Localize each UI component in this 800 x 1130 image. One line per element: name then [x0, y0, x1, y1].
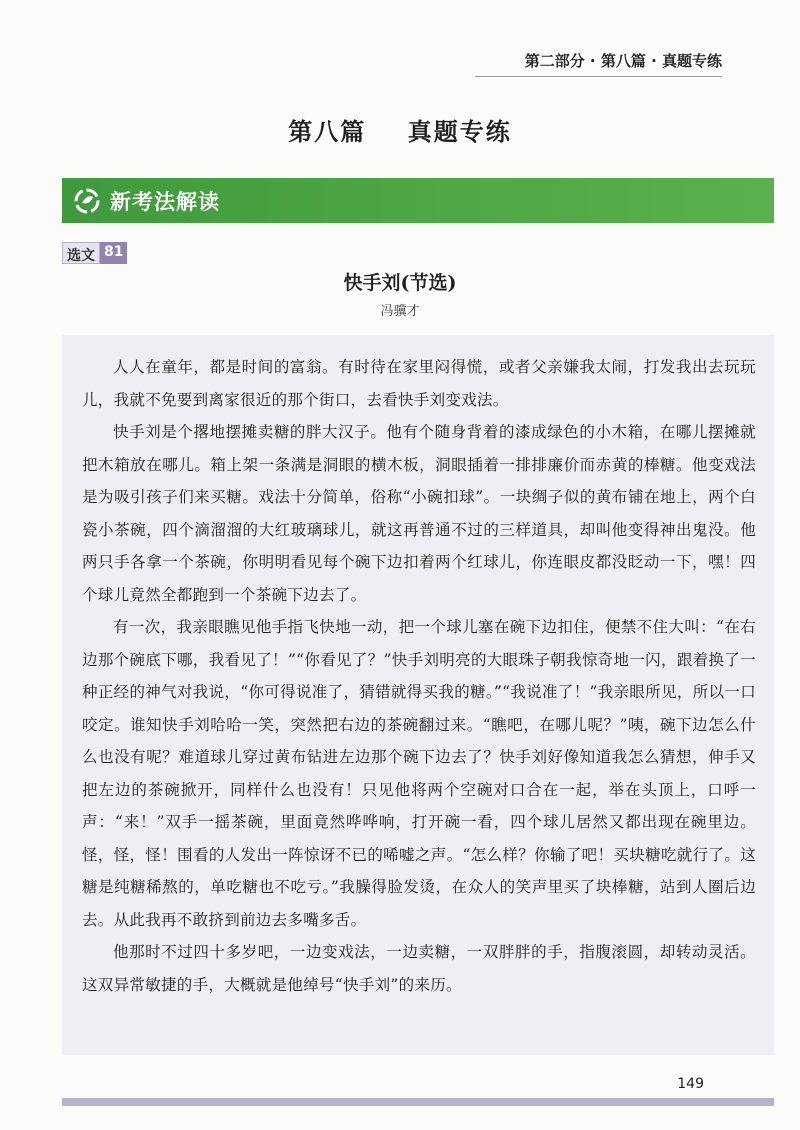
selection-number: 81: [100, 242, 127, 264]
article-author: 冯骥才: [380, 304, 420, 319]
selection-tag: [62, 242, 127, 264]
paragraph: 人人在童年，都是时间的富翁。有时待在家里闷得慌，或者父亲嫌我太闹，打发我出去玩玩儿，我就不免要到离家很近的那个街口，去看快手刘变戏法。: [82, 358, 756, 409]
running-header: 第二部分 · 第八篇 · 真题专练: [524, 52, 722, 70]
paragraph: 他那时不过四十多岁吧，一边变戏法，一边卖糖，一双胖胖的手，指腹滚圆，却转动灵活。这双异常敏捷的手，大概就是他绰号“快手刘”的来历。: [82, 943, 756, 994]
page-number: 149: [677, 1076, 704, 1092]
footer-bar: [62, 1098, 774, 1106]
paragraph: 有一次，我亲眼瞧见他手指飞快地一动，把一个球儿塞在碗下边扣住，便禁不住大叫：“在右边那个碗底下哪，我看见了！”“你看见了？”快手刘明亮的大眼珠子朝我惊奇地一闪，跟着换了一种正经的神气对我说，“你可得说准了，猜错就得买我的糖。”“我说准了！”我亲眼所见，所以一口咬定。谁知快手刘哈哈一笑，突然把右边的茶碗翻过来。“瞧吧，在哪儿呢？”咦，碗下边怎么什么也没有呢？难道球儿穿过黄布钻进左边那个碗下边去了？快手刘好像知道我怎么猜想，伸手又把左边的茶碗掀开，同样什么也没有！只见他将两个空碗对口合在一起，举在头顶上，口呼一声：“来！”双手一摇茶碗，里面竟然哗哗响，打开碗一看，四个球儿居然又都出现在碗里边。怪，怪，怪！围看的人发出一阵惊讶不已的唏嘘之声。“怎么样？你输了吧！买块糖吃就行了。这糖是纯糖稀熬的，单吃糖也不吃亏。”我臊得脸发烫，在众人的笑声里买了块棒糖，站到人圈后边去。从此我再不敢挤到前边去多嘴多舌。: [82, 618, 756, 929]
gear-leaf-icon: [74, 188, 100, 214]
paragraph: 快手刘是个撂地摆摊卖糖的胖大汉子。他有个随身背着的漆成绿色的小木箱，在哪儿摆摊就把木箱放在哪儿。箱上架一条满是洞眼的横木板，洞眼插着一排排廉价而赤黄的棒糖。他变戏法是为吸引孩子们来买糖。戏法十分简单，俗称“小碗扣球”。一块绸子似的黄布铺在地上，两个白瓷小茶碗，四个滴溜溜的大红玻璃球儿，就这再普通不过的三样道具，却叫他变得神出鬼没。他两只手各拿一个茶碗，你明明看见每个碗下边扣着两个红球儿，你连眼皮都没眨动一下，嘿！四个球儿竟然全都跑到一个茶碗下边去了。: [82, 423, 756, 604]
selection-label: 选文: [62, 242, 100, 264]
chapter-title: 第八篇 真题专练: [288, 117, 512, 146]
section-banner: [62, 178, 774, 223]
header-divider: [475, 76, 722, 77]
section-label: 新考法解读: [110, 189, 220, 214]
article-title: 快手刘(节选): [343, 272, 457, 294]
article-body: [62, 335, 774, 1055]
